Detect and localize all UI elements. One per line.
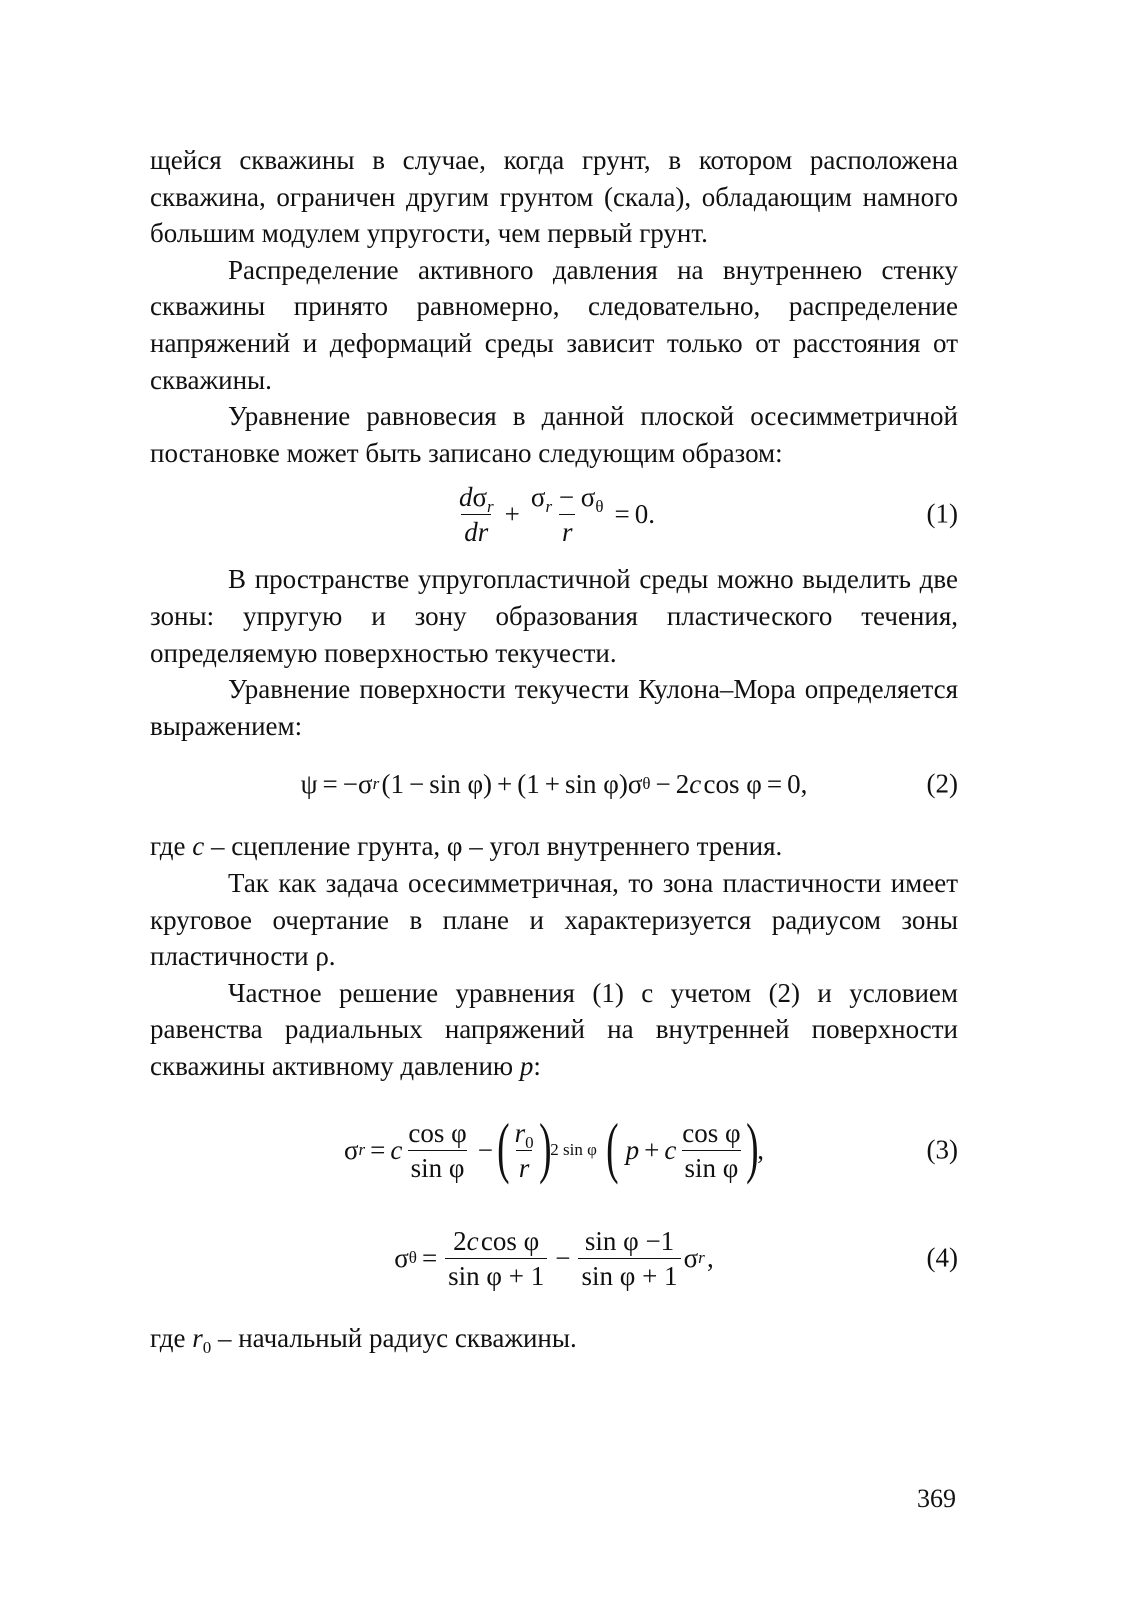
equation-4 <box>150 1208 958 1308</box>
paragraph-8-text: Частное решение уравнения (1) с учетом (2) и условием равенства радиальных напряжений на внутренней поверхности скважины активному давлению <box>150 977 958 1081</box>
equation-2 <box>150 744 958 824</box>
paragraph-6-text: – сцепление грунта, φ – угол внутреннего трения. <box>210 831 783 862</box>
equation-3-formula: σ r = c $\frac{\text{cos φ}}{\text{sin φ}}$ − ( $\frac{r_0}{r}$ ) 2 sin φ ( p + c $\frac{\text{cos φ}}{\text{sin φ}}$ ) , <box>343 1109 765 1186</box>
equation-4-formula: σ θ = $\frac{\text{2c cos φ}}{\text{sin φ + 1}}$ − $\frac{\text{sin φ −1}}{\text{sin φ + 1}}$ σ r , <box>394 1225 714 1291</box>
equation-3-number: (3) <box>926 1135 958 1166</box>
page-number: 369 <box>917 1484 956 1513</box>
paragraph-4: В пространстве упругопластичной среды можно выделить две зоны: упругую и зону образования пластического течения, определяемую поверхностью текучести. <box>150 564 958 668</box>
paragraph-3: Уравнение равновесия в данной плоской осесимметричной постановке может быть записано следующим образом: <box>150 401 958 468</box>
equation-1-formula: $\frac{d\sigma_r}{dr}$ + $\frac{\sigma_r - \sigma_\theta}{r}$ = 0. <box>458 481 656 547</box>
paragraph-9-symbol-r: r <box>192 1323 203 1354</box>
equation-1 <box>150 471 958 557</box>
paragraph-5: Уравнение поверхности текучести Кулона–Мора определяется выражением: <box>150 674 958 741</box>
paragraph-6-symbol-c: c <box>192 831 205 862</box>
paragraph-2: Распределение активного давления на внутреннею стенку скважины принято равномерно, следовательно, распределение напряжений и деформаций среды зависит только от расстояния от скважины. <box>150 254 958 395</box>
equation-2-formula: ψ = −σ r (1 − sin φ) + (1 + sin φ)σ θ − 2 c cos φ = 0, <box>300 769 808 800</box>
equation-3 <box>150 1092 958 1208</box>
paragraph-8-colon: : <box>533 1050 541 1081</box>
equation-2-number: (2) <box>926 769 958 800</box>
paragraph-8 <box>150 975 958 1085</box>
paragraph-9-text: – начальный радиус скважины. <box>217 1323 577 1354</box>
equation-1-number: (1) <box>926 499 958 530</box>
paragraph-8-symbol-p: p <box>519 1050 534 1081</box>
paragraph-6 <box>150 828 958 865</box>
paragraph-6-prefix: где <box>150 831 186 862</box>
paragraph-1: щейся скважины в случае, когда грунт, в котором расположена скважина, ограничен другим грунтом (скала), обладающим намного большим модулем упругости, чем первый грунт. <box>150 145 958 249</box>
paragraph-9 <box>150 1320 958 1357</box>
paragraph-9-prefix: где <box>150 1323 186 1354</box>
paragraph-7: Так как задача осесимметричная, то зона пластичности имеет круговое очертание в плане и характеризуется радиусом зоны пластичности ρ. <box>150 867 958 972</box>
paragraph-9-subscript: 0 <box>202 1338 212 1358</box>
equation-4-number: (4) <box>926 1243 958 1274</box>
page-body <box>150 142 958 1357</box>
